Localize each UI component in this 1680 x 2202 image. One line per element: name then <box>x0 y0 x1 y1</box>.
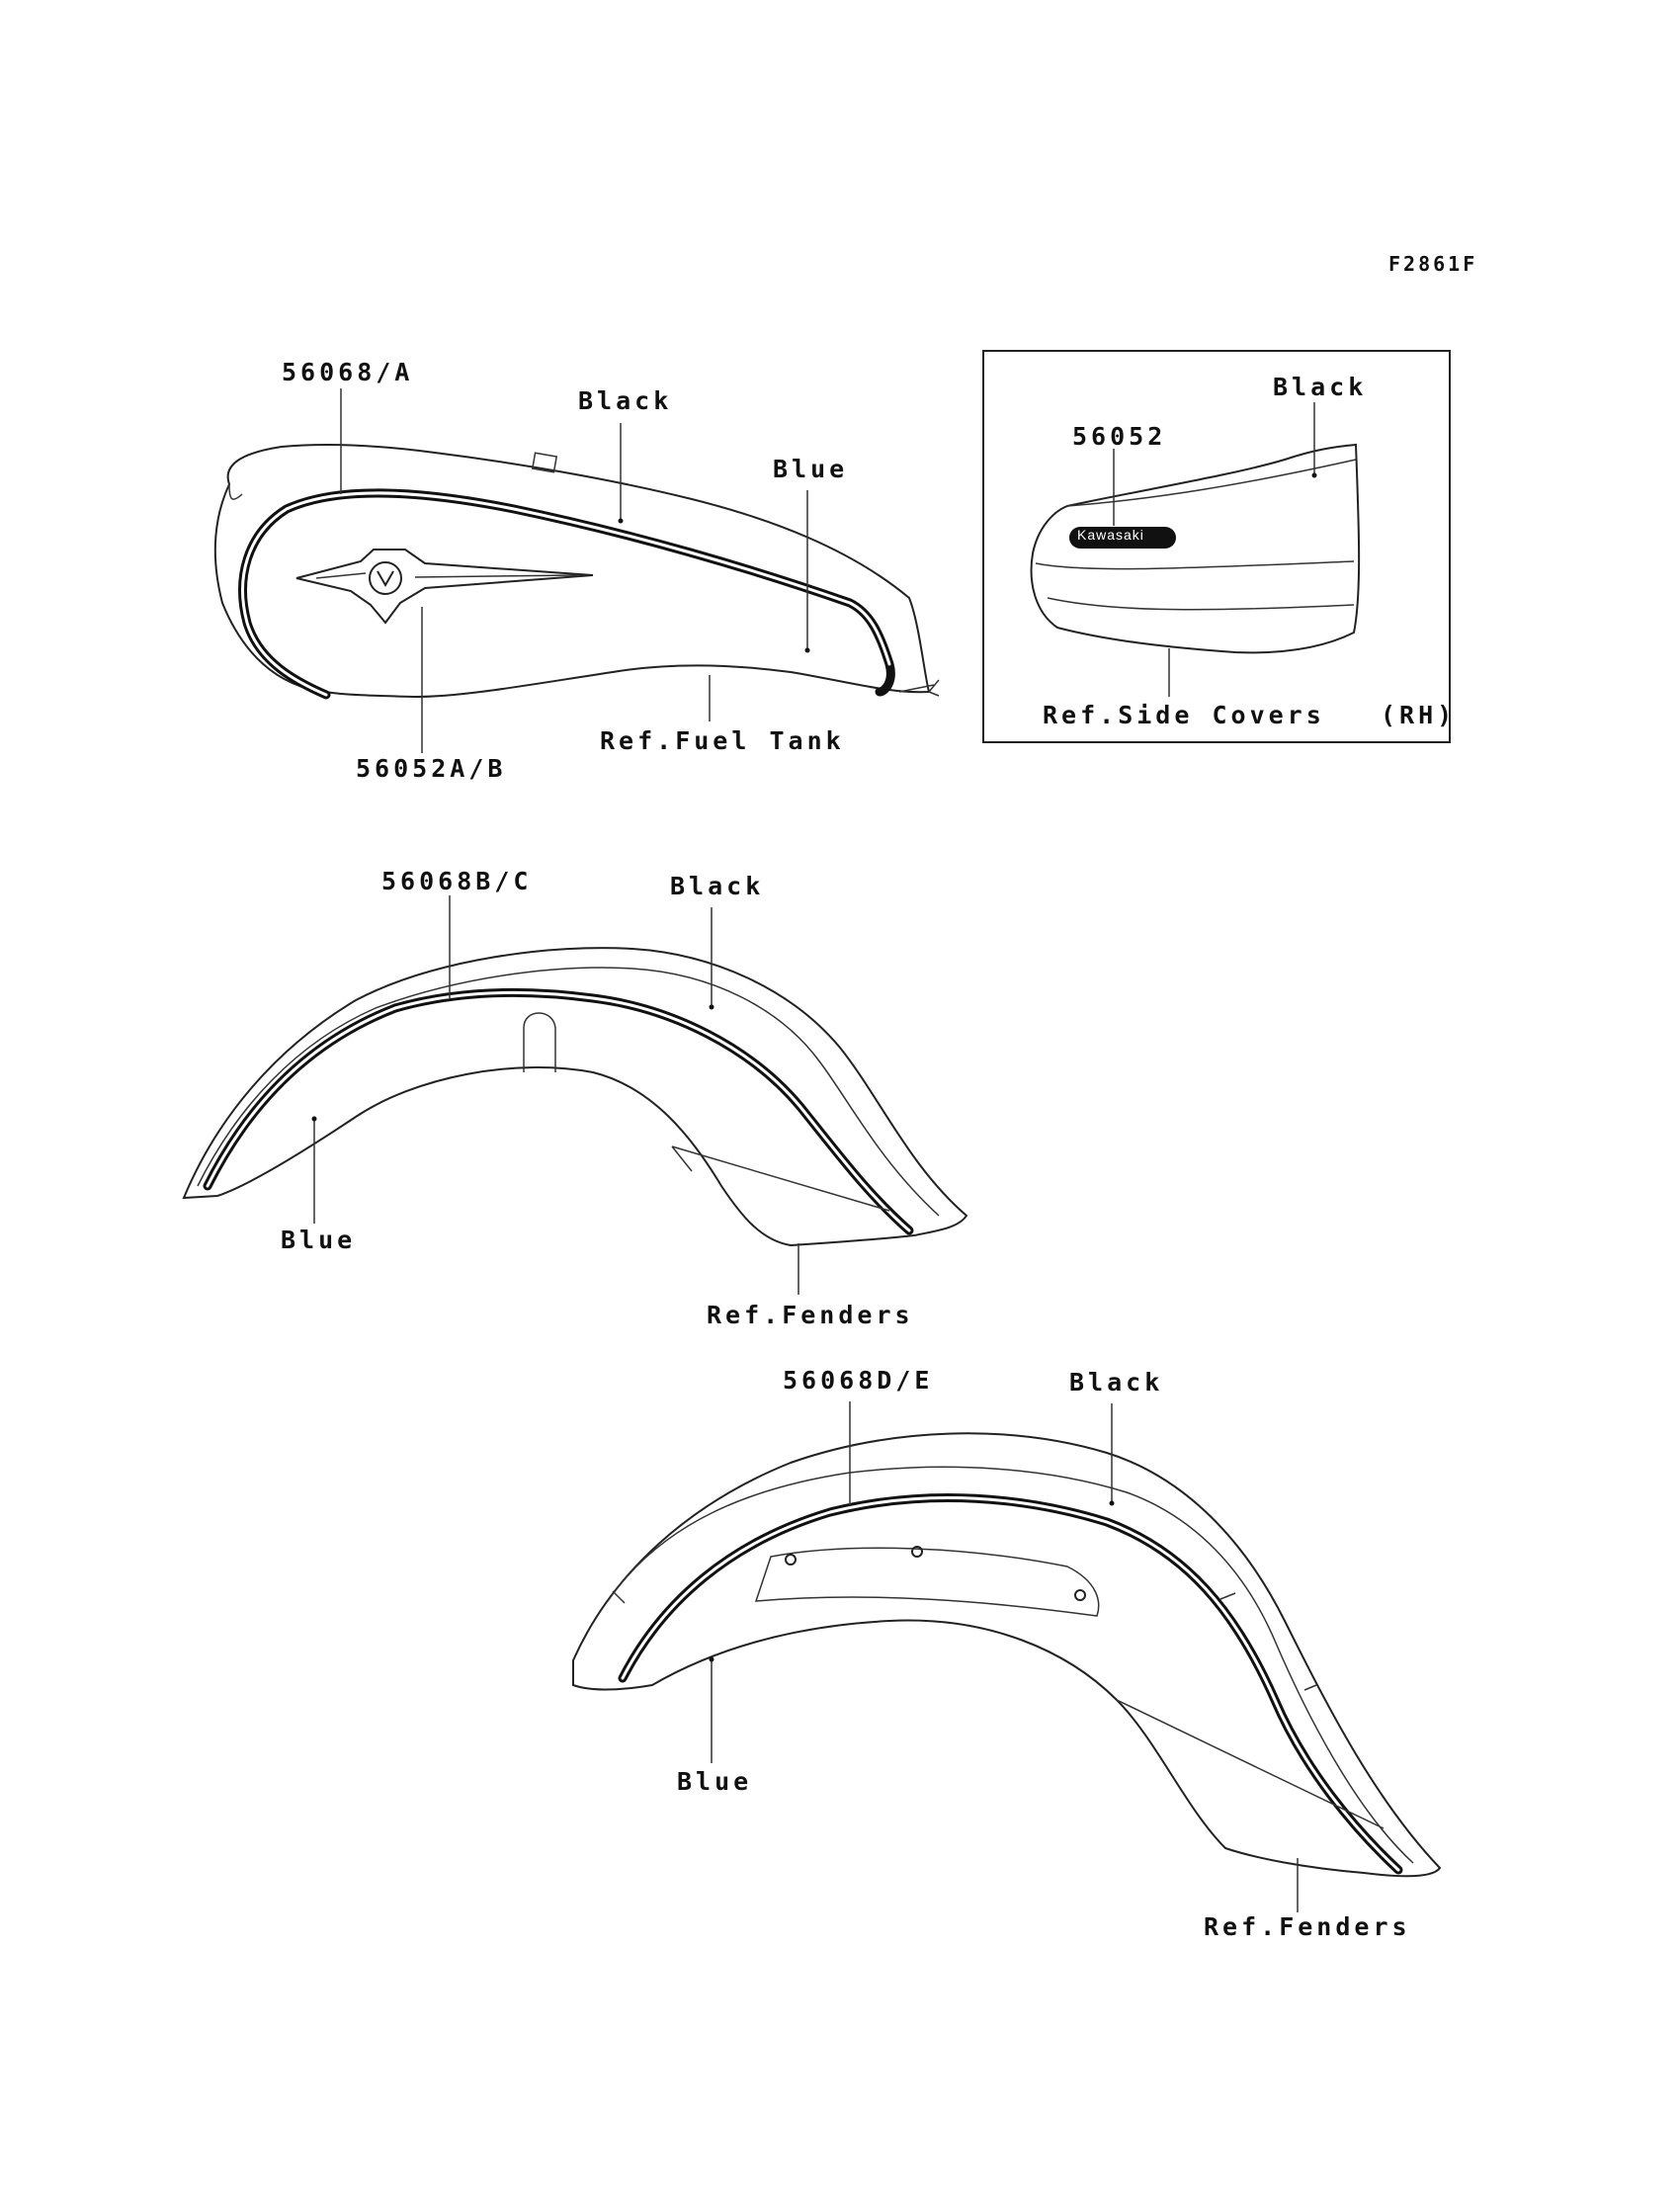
label-56068DE[interactable]: 56068D/E <box>783 1366 934 1395</box>
label-tank-black: Black <box>578 386 673 415</box>
label-56052AB[interactable]: 56052A/B <box>356 754 507 783</box>
label-ref-side-covers: Ref.Side Covers <box>1043 701 1325 729</box>
label-front-ref: Ref.Fenders <box>707 1301 914 1329</box>
label-56068A[interactable]: 56068/A <box>282 358 414 386</box>
label-tank-blue: Blue <box>773 455 849 483</box>
figure-code: F2861F <box>1388 252 1478 276</box>
label-56068BC[interactable]: 56068B/C <box>381 867 533 895</box>
label-side-rh: (RH) <box>1381 701 1457 729</box>
rear-fender-drawing <box>573 1433 1440 1876</box>
label-front-blue: Blue <box>281 1226 357 1254</box>
side-cover-drawing <box>1032 445 1360 652</box>
label-rear-blue: Blue <box>677 1767 753 1796</box>
label-56052[interactable]: 56052 <box>1072 422 1167 451</box>
label-front-black: Black <box>670 872 765 900</box>
front-fender-drawing <box>184 948 966 1245</box>
label-rear-black: Black <box>1069 1368 1164 1397</box>
kawasaki-emblem-text: Kawasaki <box>1077 527 1144 543</box>
label-rear-ref: Ref.Fenders <box>1204 1912 1411 1941</box>
label-ref-fuel-tank: Ref.Fuel Tank <box>600 726 845 755</box>
label-cover-black: Black <box>1273 373 1368 401</box>
